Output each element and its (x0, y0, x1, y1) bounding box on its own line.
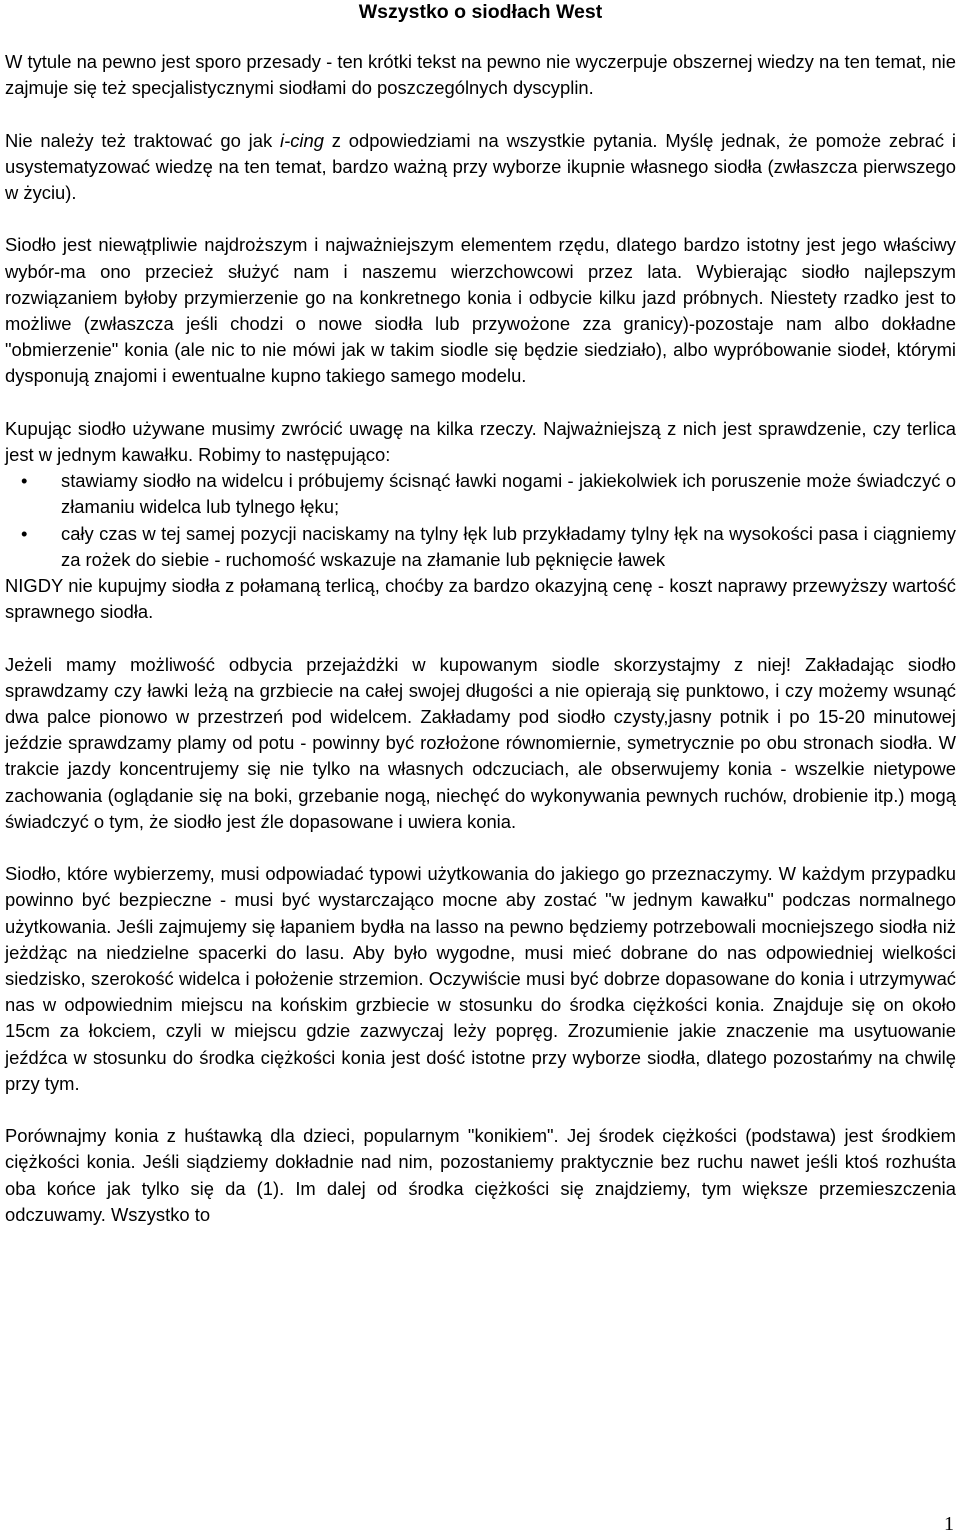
bullet-icon: • (21, 470, 28, 492)
icing-term: i-cing (279, 129, 324, 151)
list-item (5, 468, 956, 520)
list-item (5, 521, 956, 573)
paragraph-test-ride: Jeżeli mamy możliwość odbycia przejażdżki w kupowanym siodle skorzystajmy z niej! Zakładając siodło sprawdzamy czy ławki leżą na grzbiecie na całej swojej długości a nie opierają się punktowo, i czy możemy wsunąć dwa palce pionowo w przestrzeń pod widelcem. Zakładamy pod siodło czysty,jasny potnik i po 15-20 minutowej jeździe sprawdzamy plamy od potu - powinny być rozłożone równomiernie, symetrycznie po obu stronach siodła. W trakcie jazdy koncentrujemy się nie tylko na własnych odczuciach, ale obserwujemy konia - wszelkie nietypowe zachowania (oglądanie się na boki, grzebanie nogą, niechęć do wykonywania pewnych ruchów, drobienie itp.) mogą świadczyć o tym, że siodło jest źle dopasowane i uwiera konia. (5, 653, 956, 832)
paragraph-icing (5, 128, 956, 207)
document-title: Wszystko o siodłach West (358, 1, 603, 23)
paragraph-intro: W tytule na pewno jest sporo przesady - ten krótki tekst na pewno nie wyczerpuje obszernej wiedzy na ten temat, nie zajmuje się też specjalistycznymi siodłami do poszczególnych dyscyplin. (5, 51, 956, 99)
list-item-text: stawiamy siodło na widelcu i próbujemy ścisnąć ławki nogami - jakiekolwiek ich poruszenie może świadczyć o złamaniu widelca lub tylnego łęku; (61, 470, 956, 518)
document-body (5, 49, 956, 1228)
paragraph-used-saddle: Kupując siodło używane musimy zwrócić uwagę na kilka rzeczy. Najważniejszą z nich jest sprawdzenie, czy terlica jest w jednym kawałku. Robimy to następująco: (5, 417, 956, 465)
page-number: 1 (944, 1513, 954, 1535)
paragraph-icing-end: z odpowiedziami na wszystkie pytania. Myślę jednak, że pomoże zebrać i usystematyzować wiedzę na ten temat, bardzo ważną przy wyborze ikupnie własnego siodła (zwłaszcza pierwszego w życiu). (5, 129, 957, 203)
paragraph-usage-type: Siodło, które wybierzemy, musi odpowiadać typowi użytkowania do jakiego go przeznaczymy. W każdym przypadku powinno być bezpieczne - musi być wystarczająco mocne aby zostać "w jednym kawałku" podczas normalnego użytkowania. Jeśli zajmujemy się łapaniem bydła na lasso na pewno będziemy potrzebowali mocniejszego siodła niż jeżdżąc na niedzielne spacerki do lasu. Aby było wygodne, musi mieć dobrane do nas odpowiedniej wielkości siedzisko, szerokość widelca i położenie strzemion. Oczywiście musi być dobrze dopasowane do konia i utrzymywać nas w odpowiednim miejscu na końskim grzbiecie w stosunku do środka ciężkości konia. Znajduje się on około 15cm za łokciem, czyli w miejscu gdzie zazwyczaj leży popręg. Zrozumienie jakie znaczenie ma usytuowanie jeźdźca w stosunku do środka ciężkości konia jest dość istotne przy wyborze siodła, dlatego pozostańmy na chwilę przy tym. (5, 863, 956, 1094)
paragraph-never-buy: NIGDY nie kupujmy siodła z połamaną terlicą, choćby za bardzo okazyjną cenę - koszt naprawy przewyższy wartość sprawnego siodła. (5, 575, 956, 623)
list-item-text: cały czas w tej samej pozycji naciskamy na tylny łęk lub przykładamy tylny łęk na wysokości pasa i ciągniemy za rożek do siebie - ruchomość wskazuje na złamanie lub pęknięcie ławek (61, 522, 956, 570)
bullet-icon: • (21, 522, 28, 544)
paragraph-rocking-horse: Porównajmy konia z huśtawką dla dzieci, popularnym "konikiem". Jej środek ciężkości (podstawa) jest środkiem ciężkości konia. Jeśli siądziemy dokładnie nad nim, pozostaniemy praktycznie bez ruchu nawet jeśli ktoś rozhuśta oba końce jak tylko się da (1). Im dalej od środka ciężkości się znajdziemy, tym większe przemieszczenia odczuwamy. Wszystko to (5, 1125, 956, 1225)
check-steps-list (5, 468, 956, 573)
paragraph-saddle-importance: Siodło jest niewątpliwie najdroższym i najważniejszym elementem rzędu, dlatego bardzo istotny jest jego właściwy wybór-ma ono przecież służyć nam i naszemu wierzchowcowi przez lata. Wybierając siodło najlepszym rozwiązaniem byłoby przymierzenie go na konkretnego konia i odbycie kilku jazd próbnych. Niestety rzadko jest to możliwe (zwłaszcza jeśli chodzi o nowe siodła lub przywożone zza granicy)-pozostaje nam albo dokładne "obmierzenie" konia (ale nic to nie mówi jak w takim siodle się będzie siedziało), albo wypróbowanie siodeł, którymi dysponują znajomi i ewentualne kupno takiego samego modelu. (5, 234, 956, 387)
paragraph-icing-start: Nie należy też traktować go jak (5, 129, 280, 151)
